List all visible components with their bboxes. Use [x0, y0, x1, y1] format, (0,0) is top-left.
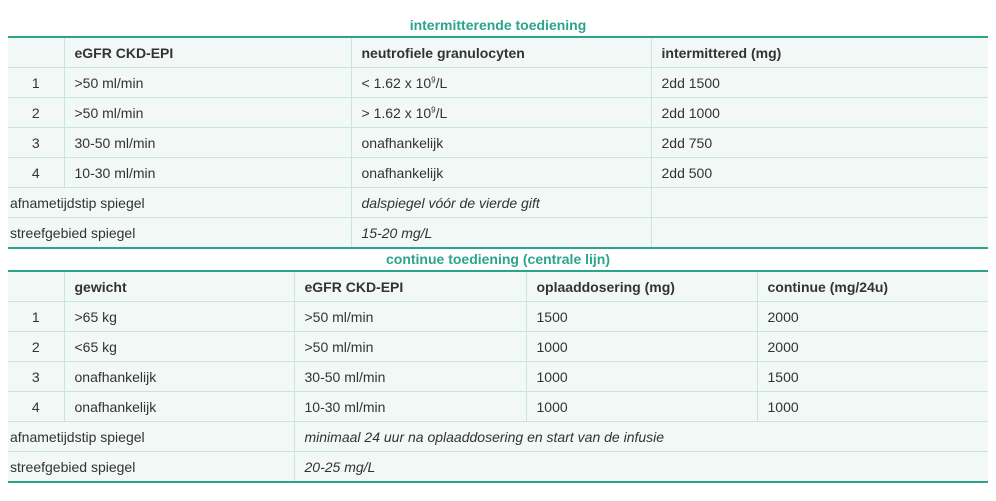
empty-cell — [651, 218, 988, 249]
table-row — [8, 68, 988, 98]
target-range-row — [8, 452, 988, 483]
header-cell — [8, 38, 64, 68]
row-number: 3 — [8, 362, 64, 392]
header-cell: neutrofiele granulocyten — [351, 38, 651, 68]
table-row — [8, 332, 988, 362]
neutrophil-cell: < 1.62 x $10^9/L$ — [351, 68, 651, 98]
header-cell: eGFR CKD-EPI — [64, 38, 351, 68]
egfr-cell: >50 ml/min — [64, 98, 351, 128]
target-range-value: 15-20 mg/L — [351, 218, 651, 249]
intermittent-caption: intermitterende toediening — [8, 0, 988, 38]
egfr-cell: >50 ml/min — [294, 332, 526, 362]
loading-dose-cell: 1000 — [526, 392, 757, 422]
egfr-cell: >50 ml/min — [64, 68, 351, 98]
row-number: 3 — [8, 128, 64, 158]
sampling-time-row — [8, 188, 988, 218]
weight-cell: <65 kg — [64, 332, 294, 362]
row-number: 2 — [8, 98, 64, 128]
header-cell: eGFR CKD-EPI — [294, 272, 526, 302]
continuous-dose-cell: 2000 — [757, 332, 988, 362]
egfr-cell: 10-30 ml/min — [294, 392, 526, 422]
loading-dose-cell: 1500 — [526, 302, 757, 332]
sampling-time-value: dalspiegel vóór de vierde gift — [351, 188, 651, 218]
dose-cell: 2dd 1500 — [651, 68, 988, 98]
egfr-cell: 10-30 ml/min — [64, 158, 351, 188]
sampling-time-label: afnametijdstip spiegel — [8, 422, 294, 452]
header-cell: intermittered (mg) — [651, 38, 988, 68]
target-range-row — [8, 218, 988, 249]
dose-cell: 2dd 750 — [651, 128, 988, 158]
continuous-dose-cell: 1500 — [757, 362, 988, 392]
row-number: 1 — [8, 302, 64, 332]
continuous-caption: continue toediening (centrale lijn) — [8, 249, 988, 272]
row-number: 2 — [8, 332, 64, 362]
continuous-dose-cell: 2000 — [757, 302, 988, 332]
table-row — [8, 98, 988, 128]
weight-cell: >65 kg — [64, 302, 294, 332]
sampling-time-value: minimaal 24 uur na oplaaddosering en start van de infusie — [294, 422, 988, 452]
row-number: 4 — [8, 392, 64, 422]
header-cell: gewicht — [64, 272, 294, 302]
weight-cell: onafhankelijk — [64, 362, 294, 392]
loading-dose-cell: 1000 — [526, 332, 757, 362]
continuous-table — [8, 272, 988, 483]
loading-dose-cell: 1000 — [526, 362, 757, 392]
sampling-time-label: afnametijdstip spiegel — [8, 188, 351, 218]
target-range-value: 20-25 mg/L — [294, 452, 988, 483]
target-range-label: streefgebied spiegel — [8, 218, 351, 249]
egfr-cell: 30-50 ml/min — [294, 362, 526, 392]
row-number: 4 — [8, 158, 64, 188]
target-range-label: streefgebied spiegel — [8, 452, 294, 483]
table-header-row — [8, 38, 988, 68]
table-row — [8, 302, 988, 332]
table-row — [8, 158, 988, 188]
egfr-cell: 30-50 ml/min — [64, 128, 351, 158]
empty-cell — [651, 188, 988, 218]
neutrophil-cell: > 1.62 x $10^9/L$ — [351, 98, 651, 128]
neutrophil-cell: onafhankelijk — [351, 128, 651, 158]
continuous-dose-cell: 1000 — [757, 392, 988, 422]
egfr-cell: >50 ml/min — [294, 302, 526, 332]
header-cell: continue (mg/24u) — [757, 272, 988, 302]
dose-cell: 2dd 500 — [651, 158, 988, 188]
table-row — [8, 392, 988, 422]
dose-cell: 2dd 1000 — [651, 98, 988, 128]
table-header-row — [8, 272, 988, 302]
header-cell — [8, 272, 64, 302]
sampling-time-row — [8, 422, 988, 452]
neutrophil-cell: onafhankelijk — [351, 158, 651, 188]
intermittent-table — [8, 38, 988, 249]
table-row — [8, 128, 988, 158]
dosing-tables — [8, 0, 988, 483]
row-number: 1 — [8, 68, 64, 98]
header-cell: oplaaddosering (mg) — [526, 272, 757, 302]
weight-cell: onafhankelijk — [64, 392, 294, 422]
table-row — [8, 362, 988, 392]
